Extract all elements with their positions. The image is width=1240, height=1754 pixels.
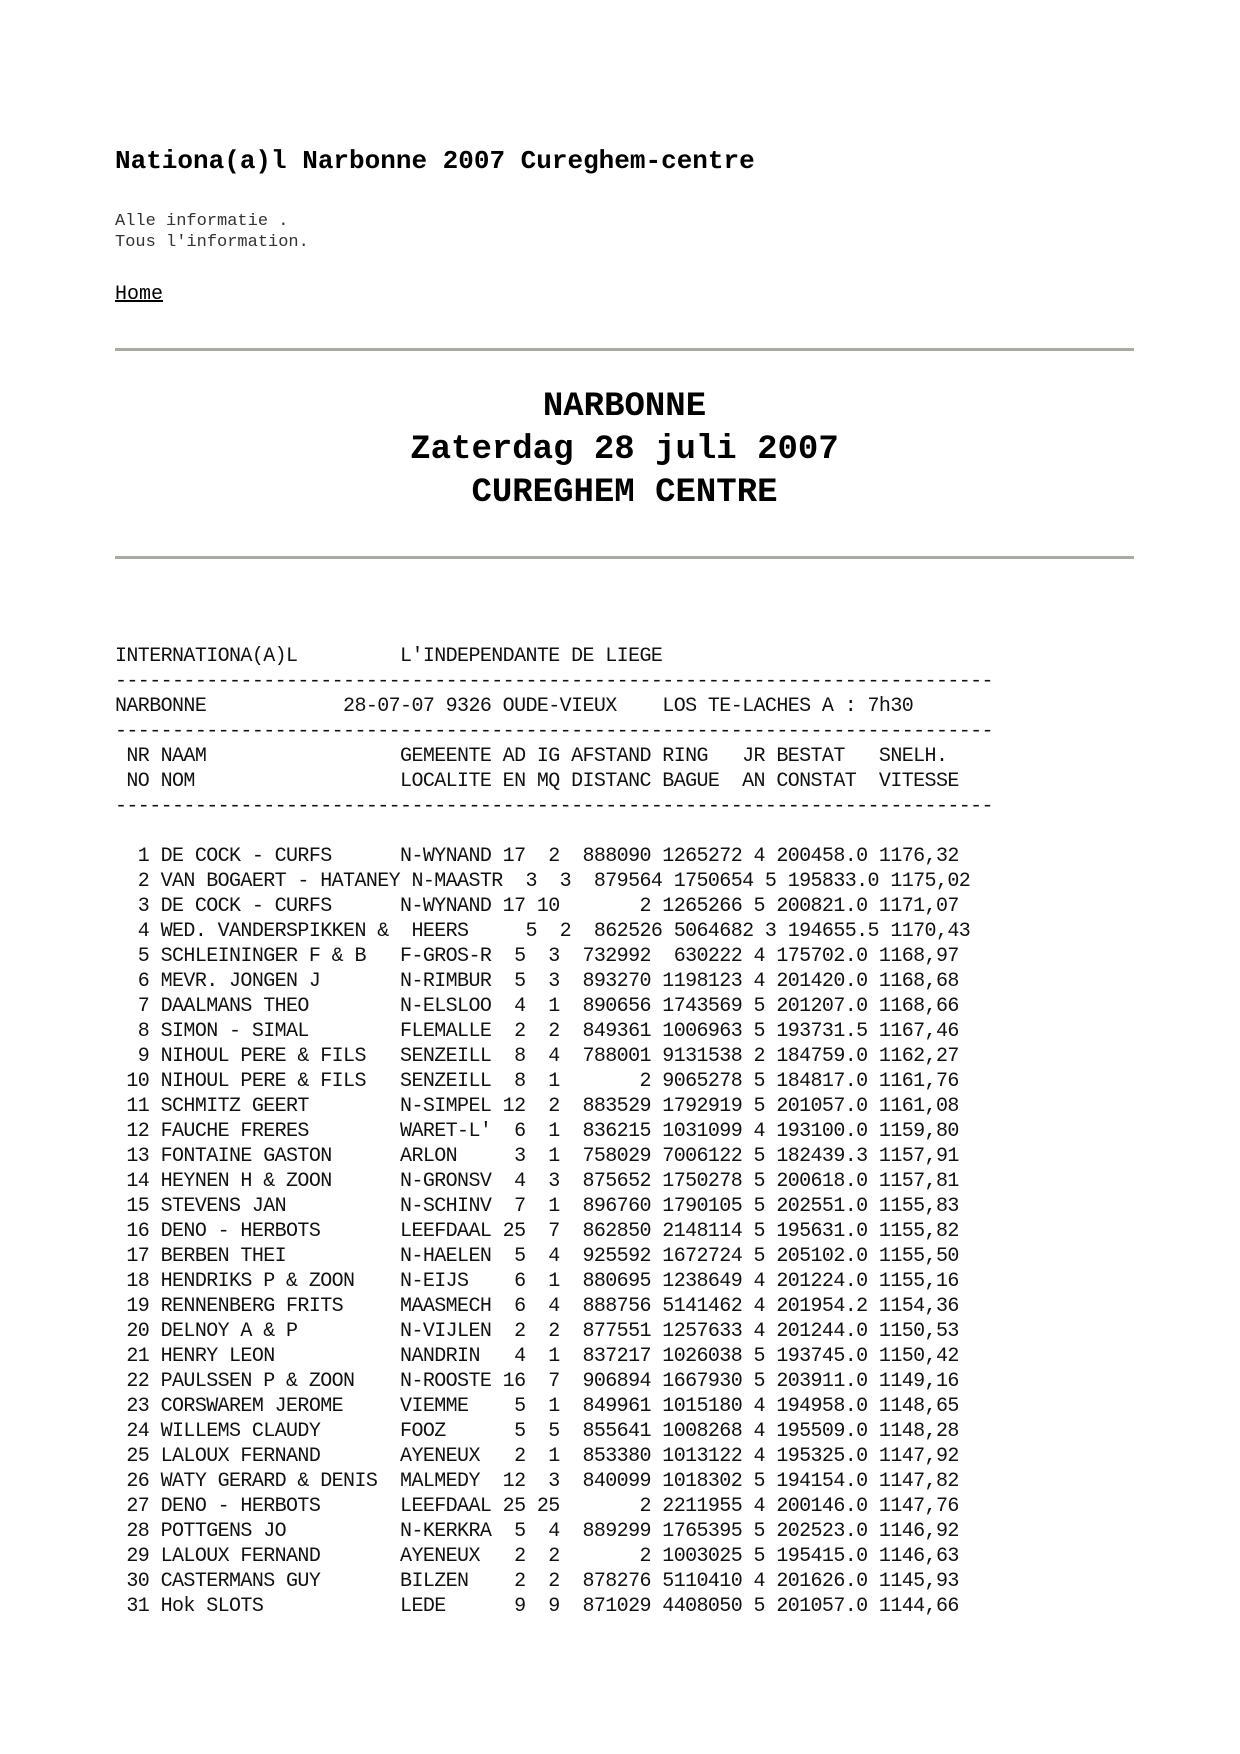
result-row: 14 HEYNEN H & ZOON N-GRONSV 4 3 875652 1750278 5 200618.0 1157,81 (115, 1170, 959, 1193)
result-row: 21 HENRY LEON NANDRIN 4 1 837217 1026038 5 193745.0 1150,42 (115, 1345, 959, 1368)
results-listing (115, 644, 993, 1619)
result-row: 30 CASTERMANS GUY BILZEN 2 2 878276 5110410 4 201626.0 1145,93 (115, 1570, 959, 1593)
result-row: 18 HENDRIKS P & ZOON N-EIJS 6 1 880695 1238649 4 201224.0 1155,16 (115, 1270, 959, 1293)
race-date: Zaterdag 28 juli 2007 (410, 431, 839, 469)
result-row: 12 FAUCHE FRERES WARET-L' 6 1 836215 1031099 4 193100.0 1159,80 (115, 1120, 959, 1143)
column-header-dutch: NR NAAM GEMEENTE AD IG AFSTAND RING JR BESTAT SNELH. (115, 745, 948, 768)
intro-line-nl: Alle informatie . (115, 212, 289, 231)
result-row: 8 SIMON - SIMAL FLEMALLE 2 2 849361 1006963 5 193731.5 1167,46 (115, 1020, 959, 1043)
intro-line-fr: Tous l'information. (115, 233, 309, 252)
intro-text (115, 211, 309, 253)
page-title: Nationa(a)l Narbonne 2007 Cureghem-centre (115, 146, 755, 176)
result-row: 19 RENNENBERG FRITS MAASMECH 6 4 888756 5141462 4 201954.2 1154,36 (115, 1295, 959, 1318)
result-row: 16 DENO - HERBOTS LEEFDAAL 25 7 862850 2148114 5 195631.0 1155,82 (115, 1220, 959, 1243)
column-header-french: NO NOM LOCALITE EN MQ DISTANC BAGUE AN CONSTAT VITESSE (115, 770, 959, 793)
result-rows (115, 844, 993, 1619)
result-row: 23 CORSWAREM JEROME VIEMME 5 1 849961 1015180 4 194958.0 1148,65 (115, 1395, 959, 1418)
result-row: 22 PAULSSEN P & ZOON N-ROOSTE 16 7 906894 1667930 5 203911.0 1149,16 (115, 1370, 959, 1393)
result-row: 5 SCHLEININGER F & B F-GROS-R 5 3 732992 630222 4 175702.0 1168,97 (115, 945, 959, 968)
result-row: 25 LALOUX FERNAND AYENEUX 2 1 853380 1013122 4 195325.0 1147,92 (115, 1445, 959, 1468)
result-row: 11 SCHMITZ GEERT N-SIMPEL 12 2 883529 1792919 5 201057.0 1161,08 (115, 1095, 959, 1118)
race-header (115, 386, 1134, 515)
home-link[interactable]: Home (115, 283, 164, 306)
result-row: 24 WILLEMS CLAUDY FOOZ 5 5 855641 1008268 4 195509.0 1148,28 (115, 1420, 959, 1443)
result-row: 10 NIHOUL PERE & FILS SENZEILL 8 1 2 9065278 5 184817.0 1161,76 (115, 1070, 959, 1093)
result-row: 31 Hok SLOTS LEDE 9 9 871029 4408050 5 201057.0 1144,66 (115, 1595, 959, 1618)
race-club: CUREGHEM CENTRE (471, 474, 778, 512)
result-row: 29 LALOUX FERNAND AYENEUX 2 2 2 1003025 5 195415.0 1146,63 (115, 1545, 959, 1568)
result-row: 13 FONTAINE GASTON ARLON 3 1 758029 7006122 5 182439.3 1157,91 (115, 1145, 959, 1168)
result-row: 7 DAALMANS THEO N-ELSLOO 4 1 890656 1743569 5 201207.0 1168,66 (115, 995, 959, 1018)
result-row: 3 DE COCK - CURFS N-WYNAND 17 10 2 1265266 5 200821.0 1171,07 (115, 895, 959, 918)
spacer-line (115, 819, 993, 844)
organizer-line: INTERNATIONA(A)L L'INDEPENDANTE DE LIEGE (115, 645, 663, 668)
result-row: 4 WED. VANDERSPIKKEN & HEERS 5 2 862526 5064682 3 194655.5 1170,43 (115, 920, 971, 943)
result-row: 2 VAN BOGAERT - HATANEY N-MAASTR 3 3 879564 1750654 5 195833.0 1175,02 (115, 870, 971, 893)
result-row: 27 DENO - HERBOTS LEEFDAAL 25 25 2 2211955 4 200146.0 1147,76 (115, 1495, 959, 1518)
race-info-line: NARBONNE 28-07-07 9326 OUDE-VIEUX LOS TE-LACHES A : 7h30 (115, 695, 914, 718)
result-row: 1 DE COCK - CURFS N-WYNAND 17 2 888090 1265272 4 200458.0 1176,32 (115, 845, 959, 868)
result-row: 20 DELNOY A & P N-VIJLEN 2 2 877551 1257633 4 201244.0 1150,53 (115, 1320, 959, 1343)
result-row: 6 MEVR. JONGEN J N-RIMBUR 5 3 893270 1198123 4 201420.0 1168,68 (115, 970, 959, 993)
divider-top (115, 348, 1134, 351)
result-row: 17 BERBEN THEI N-HAELEN 5 4 925592 1672724 5 205102.0 1155,50 (115, 1245, 959, 1268)
separator-line: ----------------------------------------------------------------------------- (115, 795, 993, 818)
separator-line: ----------------------------------------------------------------------------- (115, 670, 993, 693)
result-row: 15 STEVENS JAN N-SCHINV 7 1 896760 1790105 5 202551.0 1155,83 (115, 1195, 959, 1218)
race-name: NARBONNE (542, 388, 707, 426)
result-row: 9 NIHOUL PERE & FILS SENZEILL 8 4 788001 9131538 2 184759.0 1162,27 (115, 1045, 959, 1068)
result-row: 26 WATY GERARD & DENIS MALMEDY 12 3 840099 1018302 5 194154.0 1147,82 (115, 1470, 959, 1493)
separator-line: ----------------------------------------------------------------------------- (115, 720, 993, 743)
result-row: 28 POTTGENS JO N-KERKRA 5 4 889299 1765395 5 202523.0 1146,92 (115, 1520, 959, 1543)
divider-bottom (115, 556, 1134, 559)
